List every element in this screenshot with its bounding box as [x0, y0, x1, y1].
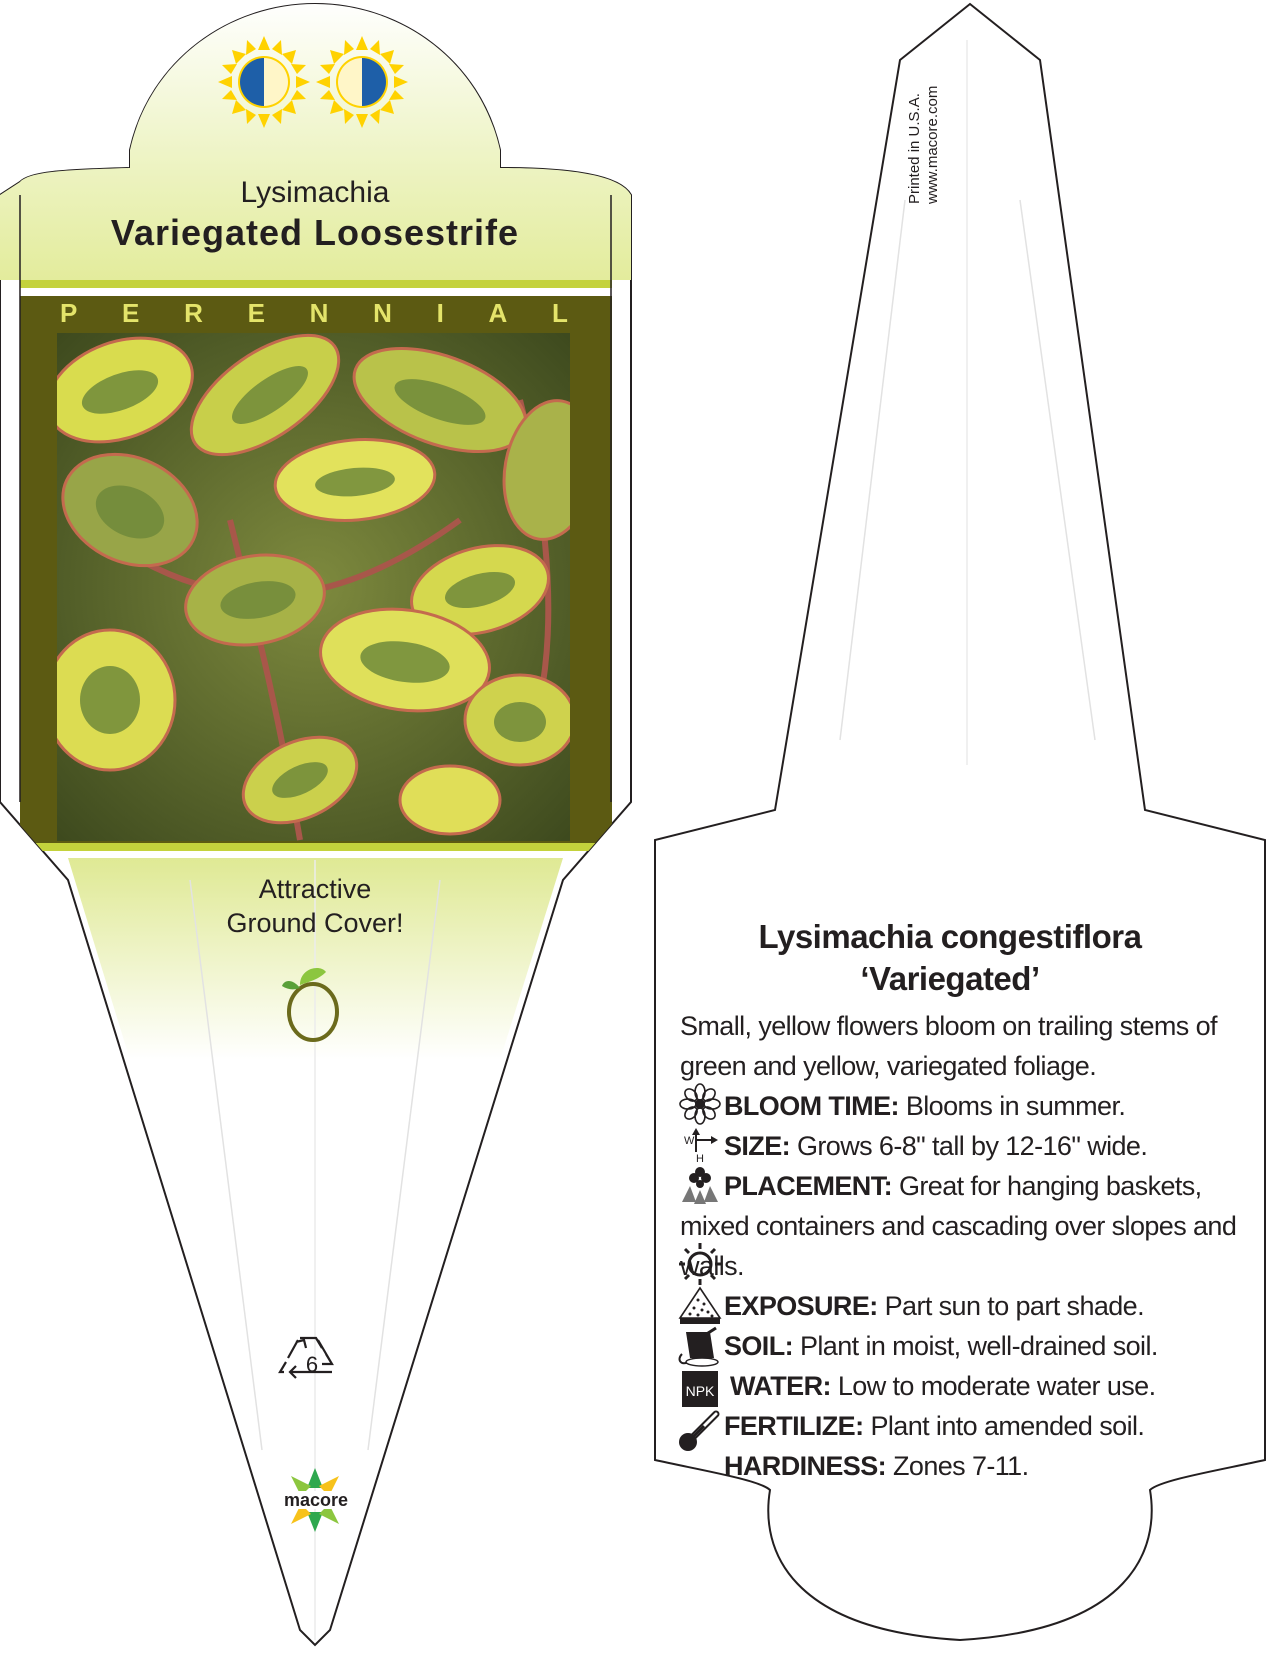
care-text: Plant into amended soil.	[870, 1411, 1145, 1441]
care-item-soil	[680, 1326, 1250, 1366]
front-common-name: Variegated Loosestrife	[110, 212, 520, 253]
category-letter: E	[122, 298, 142, 328]
size-icon-h: H	[696, 1153, 704, 1165]
category-letter: P	[60, 298, 80, 328]
care-text: Zones 7-11.	[893, 1451, 1029, 1481]
category-letter: R	[184, 298, 205, 328]
category-label	[60, 298, 570, 329]
brand-name: macore	[283, 1490, 349, 1510]
care-label: PLACEMENT:	[724, 1171, 892, 1201]
npk-icon-label: NPK	[685, 1383, 715, 1399]
care-text: Great for hanging baskets, mixed containers and cascading over slopes and walls.	[680, 1171, 1237, 1281]
tagline	[120, 872, 510, 940]
printed-in-usa: Printed in U.S.A.	[906, 93, 923, 204]
category-letter: N	[373, 298, 394, 328]
care-item-water	[680, 1366, 1250, 1406]
botanical-name-line2: ‘Variegated’	[860, 960, 1040, 997]
care-item-hardiness	[680, 1446, 1250, 1486]
care-item-fertilize	[680, 1406, 1250, 1446]
care-item-size	[680, 1126, 1250, 1166]
care-label: FERTILIZE:	[724, 1411, 864, 1441]
category-letter: E	[247, 298, 267, 328]
care-label: HARDINESS:	[724, 1451, 887, 1481]
recycle-code: 6	[305, 1352, 319, 1377]
plant-photo	[33, 312, 606, 841]
care-list	[680, 1086, 1250, 1486]
care-label: EXPOSURE:	[724, 1291, 878, 1321]
category-letter: I	[436, 298, 446, 328]
category-letter: L	[552, 298, 570, 328]
front-genus: Lysimachia	[240, 176, 390, 209]
care-item-placement	[680, 1166, 1250, 1286]
category-letter: A	[488, 298, 510, 328]
care-text: Blooms in summer.	[905, 1091, 1126, 1121]
care-label: SOIL:	[724, 1331, 793, 1361]
print-note	[906, 50, 942, 230]
tagline-line2: Ground Cover!	[226, 908, 404, 938]
care-text: Grows 6-8" tall by 12-16" wide.	[797, 1131, 1148, 1161]
category-letter: N	[309, 298, 331, 328]
botanical-name	[650, 916, 1250, 1000]
botanical-name-line1: Lysimachia congestiflora	[758, 918, 1142, 955]
description: Small, yellow flowers bloom on trailing stems of green and yellow, variegated foliage.	[680, 1011, 1217, 1081]
tagline-line1: Attractive	[258, 874, 372, 904]
care-item-exposure	[680, 1286, 1250, 1326]
care-label: WATER:	[730, 1371, 831, 1401]
care-text: Part sun to part shade.	[884, 1291, 1145, 1321]
care-text: Plant in moist, well-drained soil.	[800, 1331, 1158, 1361]
care-item-bloom	[680, 1086, 1250, 1126]
care-text: Low to moderate water use.	[837, 1371, 1156, 1401]
size-icon-w: W	[684, 1135, 695, 1147]
website: www.macore.com	[924, 85, 941, 204]
care-label: SIZE:	[724, 1131, 791, 1161]
care-label: BLOOM TIME:	[724, 1091, 899, 1121]
